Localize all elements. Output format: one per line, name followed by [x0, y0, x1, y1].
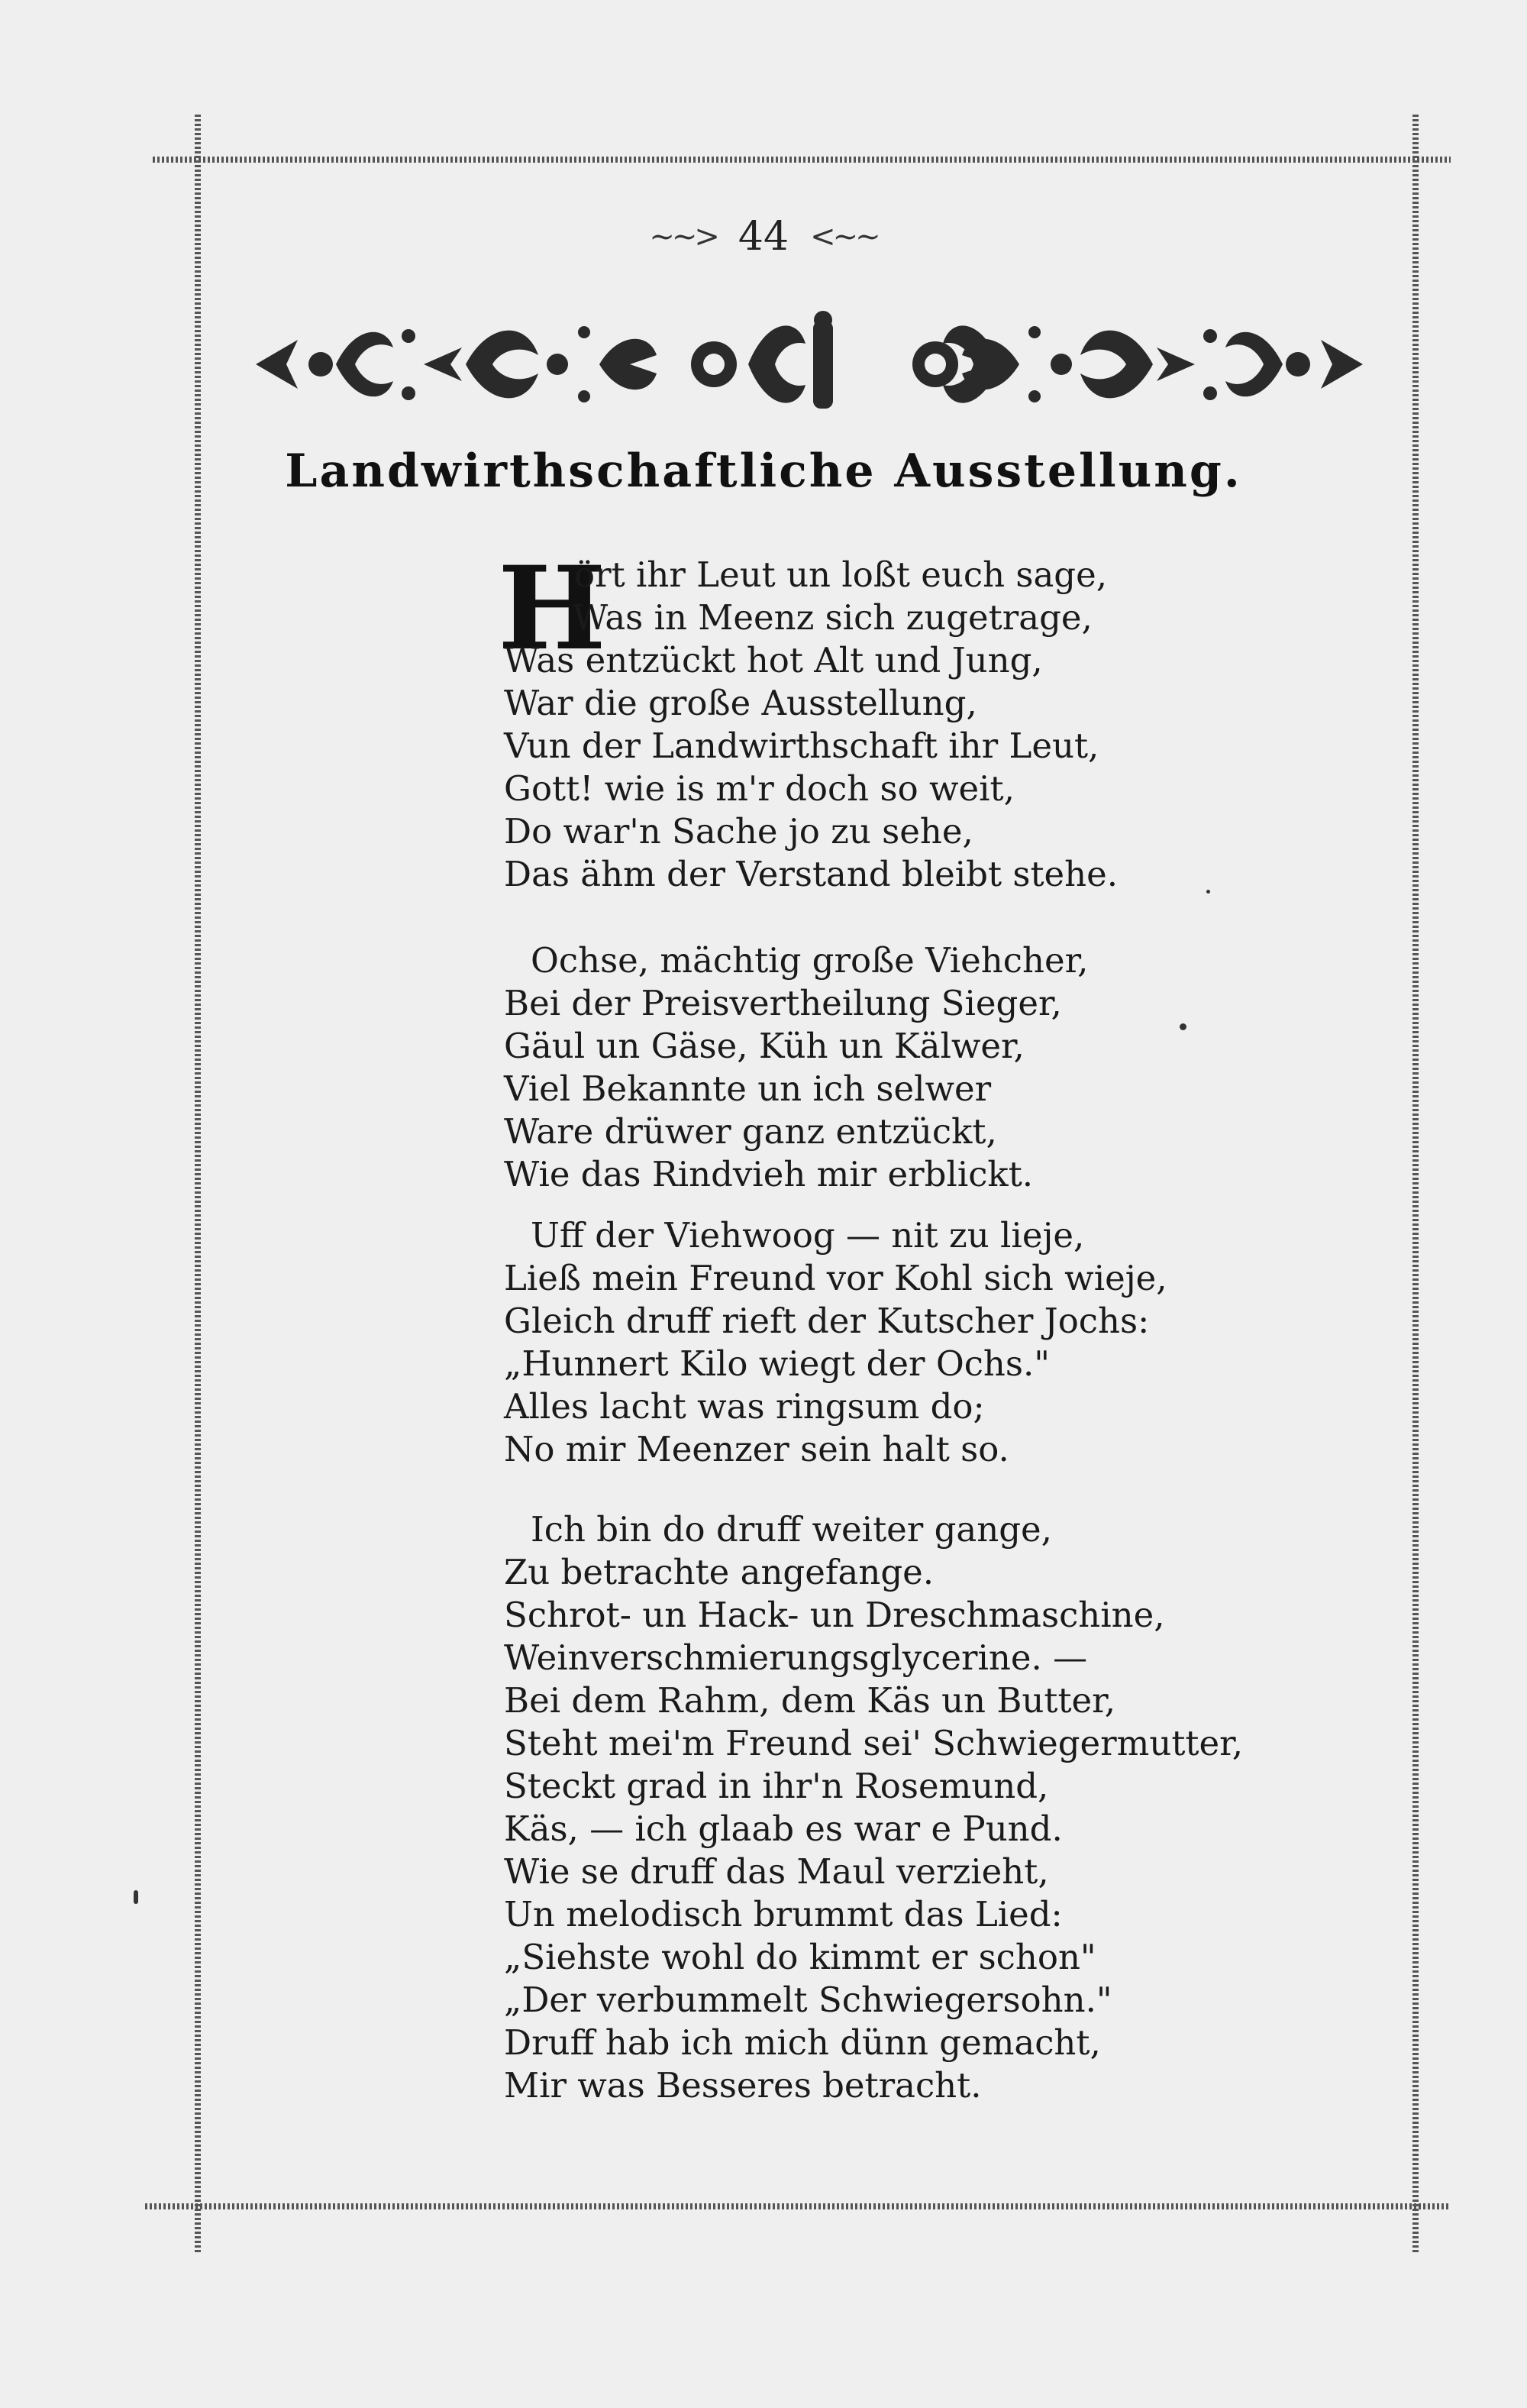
bottom-frame-rule: [145, 2203, 1451, 2209]
poem-line: Käs, — ich glaab es war e Pund.: [504, 1808, 1063, 1849]
left-flourish-icon: ~~>: [649, 219, 717, 254]
poem-line: War die große Ausstellung,: [504, 683, 977, 723]
right-frame-rule: [1412, 115, 1419, 2253]
poem-line: Viel Bekannte un ich selwer: [504, 1068, 992, 1109]
poem-line: Zu betrachte angefange.: [504, 1552, 935, 1592]
poem-line: Bei der Preisvertheilung Sieger,: [504, 983, 1062, 1023]
decorative-ornament-band-icon: [256, 309, 1363, 420]
poem-line: Uff der Viehwoog — nit zu lieje,: [531, 1215, 1085, 1256]
print-speck: [1180, 1023, 1186, 1030]
left-frame-rule: [195, 115, 201, 2253]
poem-line: Mir was Besseres betracht.: [504, 2065, 982, 2106]
poem-line: Do war'n Sache jo zu sehe,: [504, 811, 973, 852]
page-header: [0, 214, 1527, 260]
poem-line: Wie se druff das Maul verzieht,: [504, 1851, 1049, 1892]
poem-line: Alles lacht was ringsum do;: [504, 1386, 985, 1427]
poem-line: Wie das Rindvieh mir erblickt.: [504, 1154, 1034, 1194]
poem-line: No mir Meenzer sein halt so.: [504, 1429, 1009, 1469]
poem-line: Gleich druff rieft der Kutscher Jochs:: [504, 1301, 1150, 1341]
poem-line: Ochse, mächtig große Viehcher,: [531, 940, 1089, 981]
poem-line: ört ihr Leut un loßt euch sage,: [574, 554, 1108, 595]
poem-line: Ware drüwer ganz entzückt,: [504, 1111, 997, 1152]
poem-line: Weinverschmierungsglycerine. —: [504, 1637, 1088, 1678]
right-flourish-icon: <~~: [810, 219, 878, 254]
poem-line: Bei dem Rahm, dem Käs un Butter,: [504, 1680, 1116, 1721]
poem-line: „Siehste wohl do kimmt er schon": [504, 1937, 1096, 1977]
poem-line: Das ähm der Verstand bleibt stehe.: [504, 854, 1119, 894]
top-frame-rule: [153, 157, 1451, 163]
drop-cap: H: [498, 541, 606, 676]
print-speck: [134, 1890, 138, 1904]
poem-line: Gott! wie is m'r doch so weit,: [504, 768, 1015, 809]
poem-line: Ich bin do druff weiter gange,: [531, 1509, 1052, 1550]
poem-line: „Hunnert Kilo wiegt der Ochs.": [504, 1343, 1050, 1384]
poem-line: Schrot- un Hack- un Dreschmaschine,: [504, 1595, 1165, 1635]
poem-line: Gäul un Gäse, Küh un Kälwer,: [504, 1026, 1025, 1066]
poem-line: „Der verbummelt Schwiegersohn.": [504, 1980, 1112, 2020]
poem-line: Vun der Landwirthschaft ihr Leut,: [504, 726, 1099, 766]
poem-line: Ließ mein Freund vor Kohl sich wieje,: [504, 1258, 1167, 1298]
poem-line: Druff hab ich mich dünn gemacht,: [504, 2022, 1101, 2063]
page-number: 44: [738, 214, 789, 260]
poem-title: Landwirthschaftliche Ausstellung.: [285, 444, 1242, 498]
poem-line: Was in Meenz sich zugetrage,: [573, 597, 1093, 638]
poem-line: Steht mei'm Freund sei' Schwiegermutter,: [504, 1723, 1244, 1763]
print-speck: [1206, 890, 1210, 894]
poem-line: Steckt grad in ihr'n Rosemund,: [504, 1766, 1049, 1806]
poem-line: Un melodisch brummt das Lied:: [504, 1894, 1063, 1934]
poem-line: Was entzückt hot Alt und Jung,: [504, 640, 1043, 680]
